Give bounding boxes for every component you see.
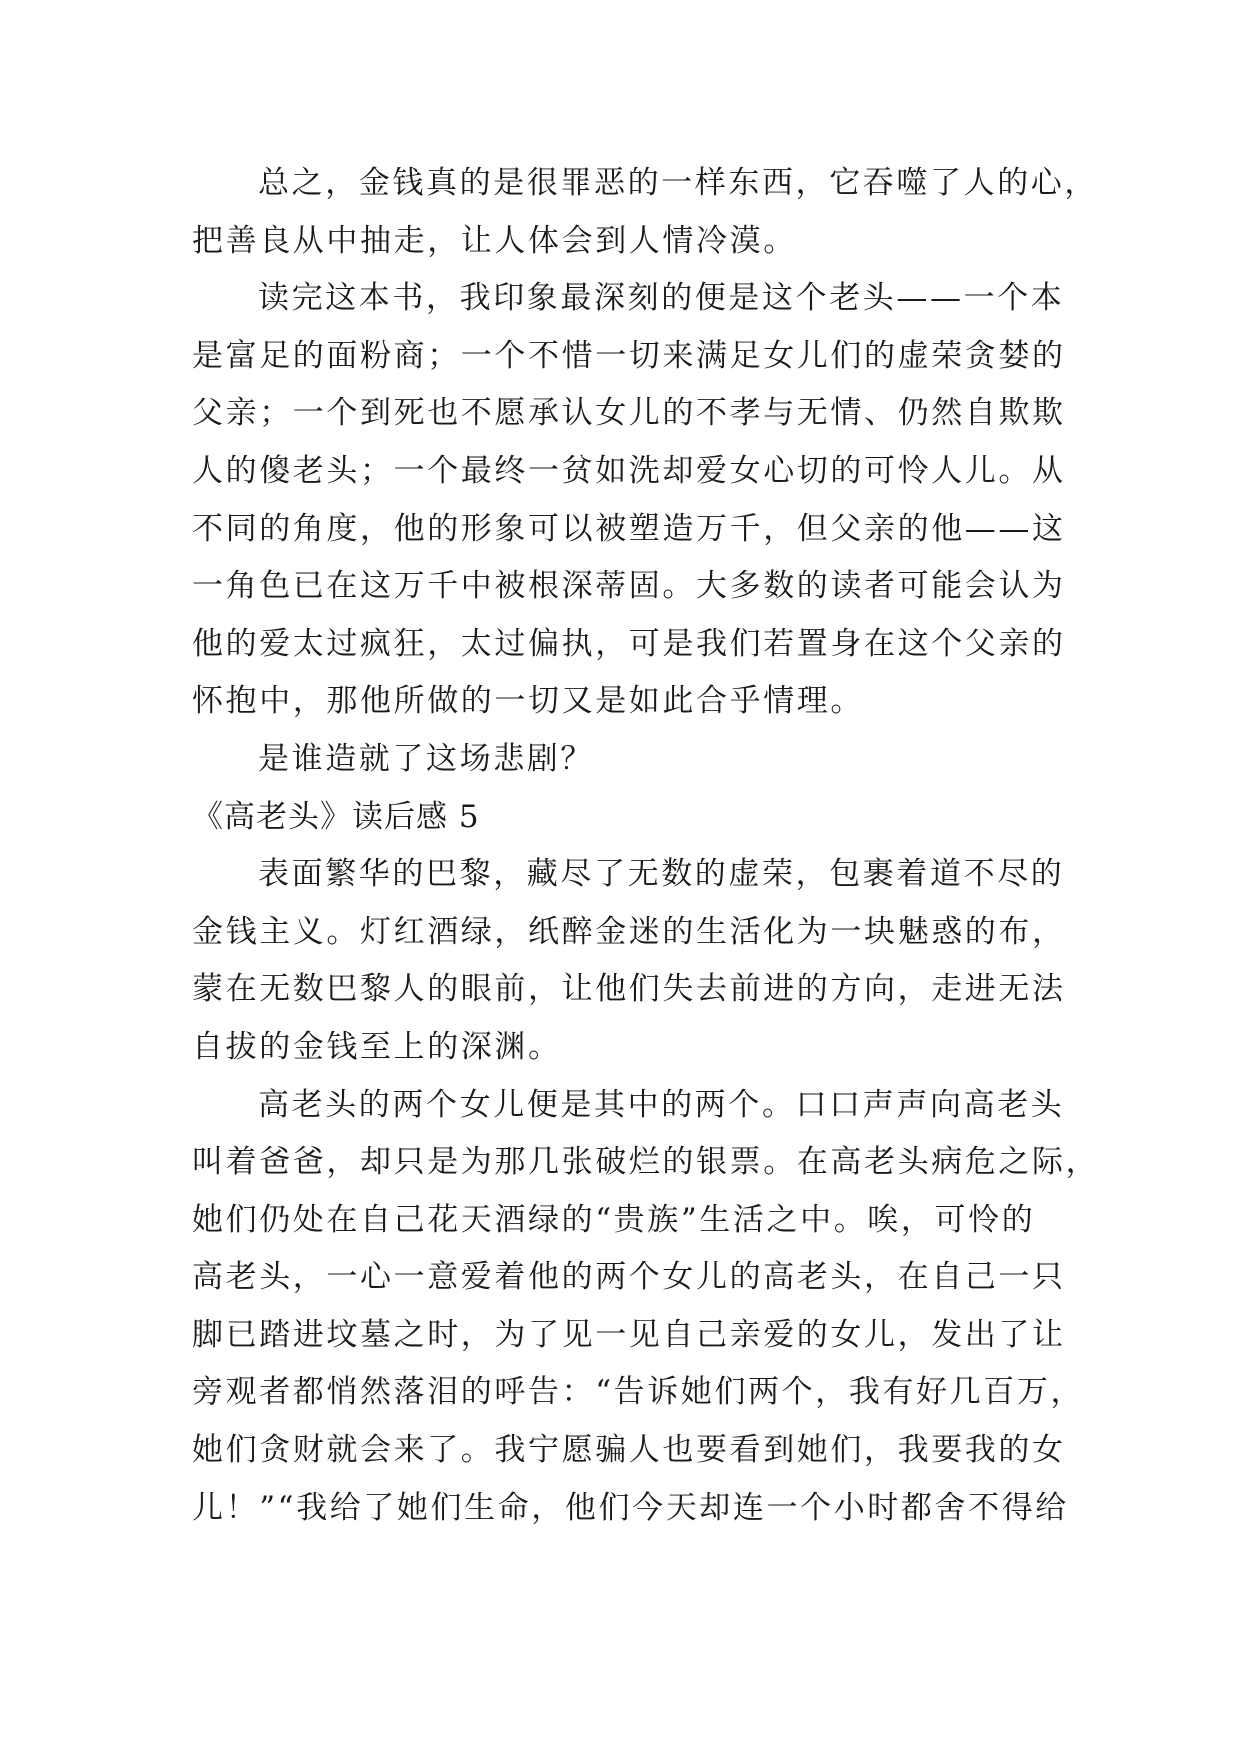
paragraph-line: 一角色已在这万千中被根深蒂固。大多数的读者可能会认为 [192,568,1066,605]
paragraph-line: 叫着爸爸，却只是为那几张破烂的银票。在高老头病危之际， [192,1144,1100,1181]
paragraph-line: 她们仍处在自己花天酒绿的“贵族”生活之中。唉，可怜的 [192,1201,1036,1238]
paragraph-line: 高老头，一心一意爱着他的两个女儿的高老头，在自己一只 [192,1259,1066,1296]
paragraph-line: 她们贪财就会来了。我宁愿骗人也要看到她们，我要我的女 [192,1432,1066,1469]
paragraph-line: 把善良从中抽走，让人体会到人情冷漠。 [192,222,797,259]
document-body [192,155,1100,1537]
paragraph-line: 自拔的金钱至上的深渊。 [192,1028,562,1065]
paragraph-line: 怀抱中，那他所做的一切又是如此合乎情理。 [192,683,864,720]
paragraph-line: 表面繁华的巴黎，藏尽了无数的虚荣，包裹着道不尽的 [258,856,1065,893]
paragraph-line: 他的爱太过疯狂，太过偏执，可是我们若置身在这个父亲的 [192,625,1066,662]
paragraph-line: 是富足的面粉商；一个不惜一切来满足女儿们的虚荣贪婪的 [192,337,1066,374]
paragraph-line: 父亲；一个到死也不愿承认女儿的不孝与无情、仍然自欺欺 [192,395,1066,432]
section-heading: 《高老头》读后感 5 [192,798,480,835]
paragraph-line: 蒙在无数巴黎人的眼前，让他们失去前进的方向，走进无法 [192,971,1066,1008]
paragraph-line: 金钱主义。灯红酒绿，纸醉金迷的生活化为一块魅惑的布， [192,913,1066,950]
paragraph-line: 高老头的两个女儿便是其中的两个。口口声声向高老头 [258,1086,1065,1123]
paragraph-line: 脚已踏进坟墓之时，为了见一见自己亲爱的女儿，发出了让 [192,1316,1066,1353]
paragraph-line: 是谁造就了这场悲剧？ [258,740,594,777]
paragraph-line: 不同的角度，他的形象可以被塑造万千，但父亲的他——这 [192,510,1066,547]
paragraph-line: 人的傻老头；一个最终一贫如洗却爱女心切的可怜人儿。从 [192,452,1066,489]
paragraph-line: 读完这本书，我印象最深刻的便是这个老头——一个本 [258,280,1065,317]
paragraph-line: 儿！”“我给了她们生命，他们今天却连一个小时都舍不得给 [192,1489,1069,1526]
paragraph-line: 总之，金钱真的是很罪恶的一样东西，它吞噬了人的心， [258,165,1098,201]
paragraph-line: 旁观者都悄然落泪的呼告：“告诉她们两个，我有好几百万， [192,1374,1085,1411]
